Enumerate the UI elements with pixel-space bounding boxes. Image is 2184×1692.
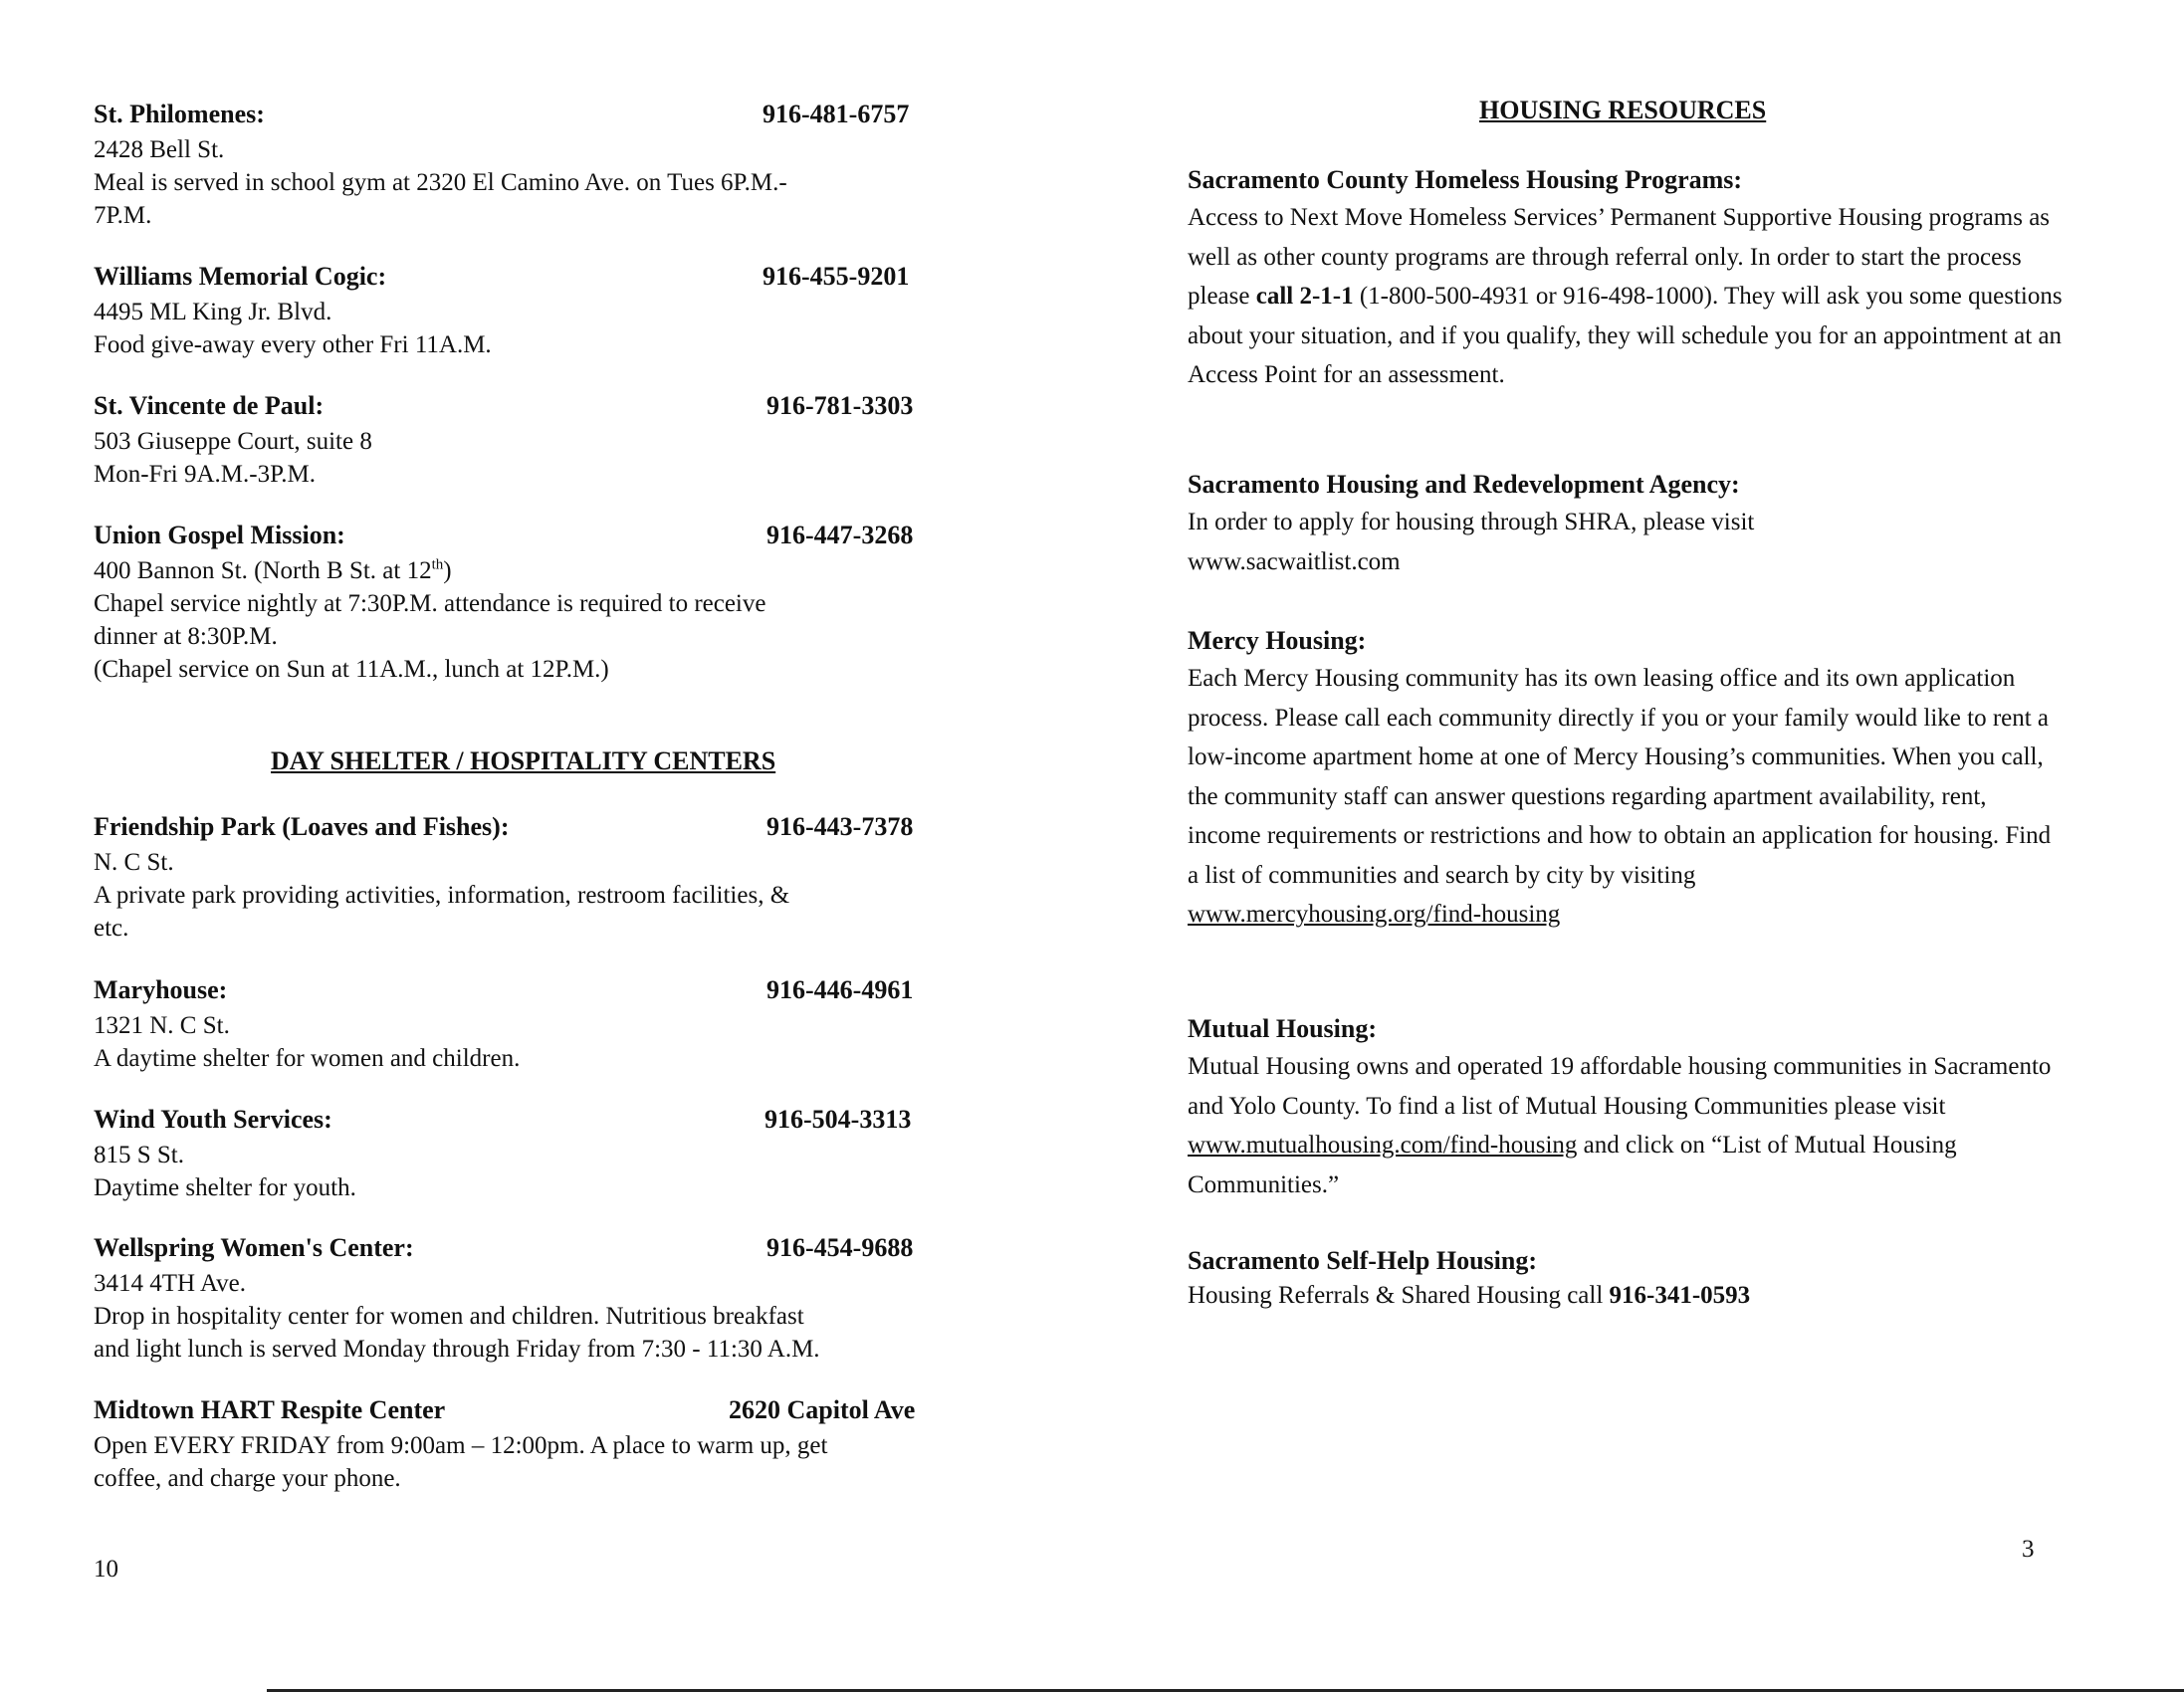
listing-line: Chapel service nightly at 7:30P.M. attendance is required to receive — [94, 590, 766, 617]
listing-line: 2428 Bell St. — [94, 136, 225, 163]
listing-line: Food give-away every other Fri 11A.M. — [94, 331, 492, 358]
resource-title: Sacramento County Homeless Housing Programs: — [1188, 165, 1743, 194]
resource-title: Sacramento Housing and Redevelopment Agency: — [1188, 470, 1740, 499]
resource-shra — [1188, 467, 2064, 581]
listing-line: A private park providing activities, information, restroom facilities, & — [94, 882, 790, 909]
listing-line: Drop in hospitality center for women and children. Nutritious breakfast — [94, 1303, 804, 1330]
listing-line: A daytime shelter for women and children. — [94, 1045, 521, 1072]
listing-name: St. Vincente de Paul: — [94, 391, 325, 420]
listing-wind-youth — [94, 1105, 950, 1204]
listing-name: Midtown HART Respite Center — [94, 1395, 446, 1424]
listing-williams-memorial — [94, 262, 950, 361]
listing-line: 4495 ML King Jr. Blvd. — [94, 299, 332, 325]
listing-line: (Chapel service on Sun at 11A.M., lunch at 12P.M.) — [94, 656, 609, 683]
listing-phone: 916-443-7378 — [766, 812, 914, 841]
page-number: 10 — [94, 1556, 118, 1583]
listing-line: N. C St. — [94, 849, 174, 876]
resource-mercy-housing — [1188, 623, 2064, 935]
listing-phone: 916-781-3303 — [766, 391, 914, 420]
listing-name: Williams Memorial Cogic: — [94, 262, 387, 291]
listing-st-philomenes — [94, 100, 950, 232]
resource-title: Mutual Housing: — [1188, 1014, 1377, 1043]
listing-line: Open EVERY FRIDAY from 9:00am – 12:00pm. A place to warm up, get — [94, 1432, 828, 1459]
resource-description: Each Mercy Housing community has its own leasing office and its own application process. Please call each community directly if you or your family would like to rent a low-income apartment home at one of Mercy Housing’s communities. When you call, the community staff can answer questions regarding apartment availability, rent, income requirements or restrictions and how to obtain an application for housing. Find a list of communities and search by city by visiting — [1188, 665, 2052, 889]
listing-name: Maryhouse: — [94, 975, 228, 1004]
listing-phone: 916-447-3268 — [766, 521, 914, 549]
listing-name: Wind Youth Services: — [94, 1105, 332, 1134]
listing-name: St. Philomenes: — [94, 100, 265, 128]
resource-title: Sacramento Self-Help Housing: — [1188, 1246, 1537, 1275]
listing-phone: 916-454-9688 — [766, 1233, 914, 1262]
resource-description: Mutual Housing owns and operated 19 affordable housing communities in Sacramento and Yolo County. To find a list of Mutual Housing Communities please visit www.mutualhousing.com/find-housing and click on “List of Mutual Housing Communities.” — [1188, 1053, 2052, 1198]
listing-line: etc. — [94, 915, 129, 942]
listing-phone: 916-481-6757 — [763, 100, 910, 128]
section-title-day-shelter: DAY SHELTER / HOSPITALITY CENTERS — [271, 746, 776, 775]
mercy-housing-link[interactable]: www.mercyhousing.org/find-housing — [1188, 901, 1561, 928]
listing-line: Mon-Fri 9A.M.-3P.M. — [94, 461, 316, 488]
listing-phone: 916-446-4961 — [766, 975, 914, 1004]
listing-maryhouse — [94, 975, 950, 1075]
listing-name: Friendship Park (Loaves and Fishes): — [94, 812, 510, 841]
listing-line: 7P.M. — [94, 202, 152, 229]
resource-self-help — [1188, 1243, 2064, 1312]
listing-phone: 916-455-9201 — [763, 262, 910, 291]
listing-address-heading: 2620 Capitol Ave — [729, 1395, 916, 1424]
resource-mutual-housing — [1188, 1011, 2064, 1204]
listing-name: Union Gospel Mission: — [94, 521, 345, 549]
resource-phone: 916-341-0593 — [1609, 1282, 1751, 1309]
listing-friendship-park — [94, 812, 950, 945]
listing-midtown-hart — [94, 1395, 950, 1495]
listing-line: 3414 4TH Ave. — [94, 1270, 246, 1297]
listing-st-vincente — [94, 391, 950, 491]
resource-title: Mercy Housing: — [1188, 626, 1367, 655]
resource-description: Housing Referrals & Shared Housing call 916-341-0593 — [1188, 1282, 1751, 1309]
listing-line: 1321 N. C St. — [94, 1012, 230, 1039]
listing-union-gospel — [94, 521, 950, 686]
mutual-housing-link[interactable]: www.mutualhousing.com/find-housing — [1188, 1132, 1578, 1159]
listing-line: coffee, and charge your phone. — [94, 1465, 401, 1492]
listing-line: and light lunch is served Monday through Friday from 7:30 - 11:30 A.M. — [94, 1336, 820, 1363]
listing-line: 815 S St. — [94, 1142, 185, 1168]
resource-description: In order to apply for housing through SHRA, please visit www.sacwaitlist.com — [1188, 509, 1755, 575]
listing-line: dinner at 8:30P.M. — [94, 623, 278, 650]
section-title-housing: HOUSING RESOURCES — [1479, 96, 1767, 124]
resource-description: Access to Next Move Homeless Services’ Permanent Supportive Housing programs as well as other county programs are through referral only. In order to start the process please call 2-1-1 (1-800-500-4931 or 916-498-1000). They will ask you some questions about your situation, and if you qualify, they will schedule you for an appointment at an Access Point for an assessment. — [1188, 204, 2063, 388]
listing-line: Meal is served in school gym at 2320 El Camino Ave. on Tues 6P.M.- — [94, 169, 787, 196]
page-number: 3 — [2022, 1536, 2035, 1563]
listing-line: Daytime shelter for youth. — [94, 1174, 356, 1201]
listing-name: Wellspring Women's Center: — [94, 1233, 414, 1262]
resource-county-homeless — [1188, 162, 2064, 395]
listing-phone: 916-504-3313 — [764, 1105, 912, 1134]
listing-address: 400 Bannon St. (North B St. at 12th) — [94, 556, 452, 584]
listing-wellspring — [94, 1233, 950, 1366]
listing-line: 503 Giuseppe Court, suite 8 — [94, 428, 372, 455]
